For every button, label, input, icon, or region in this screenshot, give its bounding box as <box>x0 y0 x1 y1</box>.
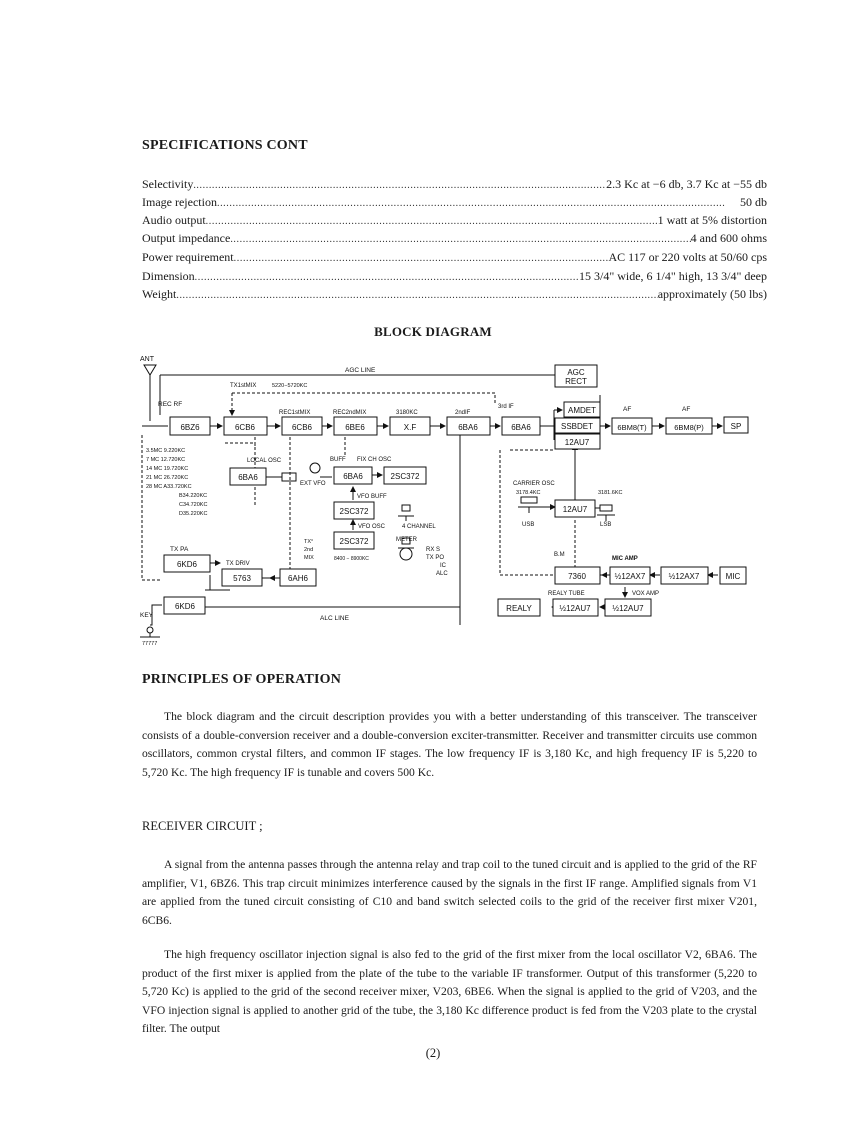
spec-label: Audio output <box>142 213 206 227</box>
svg-text:C34.720KC: C34.720KC <box>179 502 208 508</box>
svg-text:D35.220KC: D35.220KC <box>179 511 208 517</box>
svg-text:AF: AF <box>682 406 691 413</box>
svg-text:28 MC A33.720KC: 28 MC A33.720KC <box>146 484 192 490</box>
svg-text:½12AX7: ½12AX7 <box>614 572 646 581</box>
svg-text:12AU7: 12AU7 <box>562 505 588 514</box>
svg-text:2SC372: 2SC372 <box>390 472 420 481</box>
svg-text:12AU7: 12AU7 <box>564 438 590 447</box>
paragraph-receiver-2: The high frequency oscillator injection signal is also fed to the grid of the first mixer from the local oscillator V2, 6BA6. The product of the first mixer is applied from the plate of the tube to the variable IF transformer. Output of this transformer (5,220 to 5,720 Kc) is applied to the grid of the second receiver mixer, V203, 6BE6. When the signal is applied to the grid of V203, and the VFO injection signal is applied to another grid of the tube, the 3,180 Kc difference product is fed from the V203 plate to the crystal filter. The output <box>142 948 757 1036</box>
svg-text:TX PA: TX PA <box>170 546 189 553</box>
svg-text:SSBDET: SSBDET <box>560 422 594 431</box>
spec-label: Weight <box>142 287 177 301</box>
svg-text:½12AU7: ½12AU7 <box>559 604 591 613</box>
spec-row <box>142 213 767 228</box>
spec-label: Dimension <box>142 269 195 283</box>
spec-label: Power requirement <box>142 250 234 264</box>
spec-row <box>142 231 767 246</box>
spec-label: Image rejection <box>142 195 217 209</box>
svg-text:KEY: KEY <box>140 612 154 619</box>
svg-text:TX PO: TX PO <box>426 555 445 561</box>
spec-value: 15 3/4" wide, 6 1/4" high, 13 3/4" deep <box>578 269 767 283</box>
svg-text:MIX: MIX <box>304 555 314 561</box>
svg-text:6BZ6: 6BZ6 <box>180 423 200 432</box>
spec-value: 2.3 Kc at −6 db, 3.7 Kc at −55 db <box>606 177 767 191</box>
svg-text:TX1stMIX: TX1stMIX <box>230 383 257 389</box>
svg-text:6CB6: 6CB6 <box>234 423 256 432</box>
svg-text:6BA6: 6BA6 <box>343 472 363 481</box>
paragraph-intro: The block diagram and the circuit description provides you with a better understanding of this transceiver. The transceiver consists of a double-conversion receiver and a double-conversion exciter-transmitter. Receiver and transmitter circuits use common oscillators, common crystal filters, and common IF stages. The low frequency IF is 3,180 Kc, and high frequency IF is 5,220 to 5,720 Kc. The high frequency IF is tunable and covers 500 Kc. <box>142 710 757 779</box>
svg-text:TX°: TX° <box>304 539 314 545</box>
svg-text:6CB6: 6CB6 <box>291 423 313 432</box>
svg-text:6KD6: 6KD6 <box>174 602 196 611</box>
svg-text:5763: 5763 <box>233 574 251 583</box>
spec-value: 50 db <box>740 195 767 209</box>
svg-text:ALC LINE: ALC LINE <box>320 615 349 622</box>
svg-text:CARRIER OSC: CARRIER OSC <box>513 481 555 487</box>
svg-text:6BM8(P): 6BM8(P) <box>674 423 704 432</box>
svg-text:MIC: MIC <box>725 572 741 581</box>
svg-text:BUFF: BUFF <box>330 457 346 463</box>
principles-heading: PRINCIPLES OF OPERATION <box>142 672 342 687</box>
svg-text:VOX AMP: VOX AMP <box>632 591 660 597</box>
svg-text:X.F: X.F <box>403 423 417 432</box>
svg-text:2SC372: 2SC372 <box>339 537 369 546</box>
block-diagram-heading: BLOCK DIAGRAM <box>374 324 492 339</box>
svg-text:77777: 77777 <box>142 641 158 647</box>
svg-text:2ndIF: 2ndIF <box>455 410 471 416</box>
svg-text:IC: IC <box>440 563 446 569</box>
svg-text:6BA6: 6BA6 <box>511 423 531 432</box>
receiver-circuit-heading: RECEIVER CIRCUIT ; <box>142 819 263 833</box>
svg-text:LSB: LSB <box>600 522 612 528</box>
svg-text:AGC LINE: AGC LINE <box>345 367 376 374</box>
block-diagram <box>0 345 866 655</box>
spec-value: AC 117 or 220 volts at 50/60 cps <box>608 250 767 264</box>
svg-text:6BE6: 6BE6 <box>345 423 365 432</box>
svg-text:½12AU7: ½12AU7 <box>612 604 644 613</box>
svg-text:METER: METER <box>396 537 417 543</box>
svg-text:5220−5720KC: 5220−5720KC <box>272 383 308 389</box>
page-number: (2) <box>425 1046 441 1060</box>
svg-text:3178.4KC: 3178.4KC <box>516 490 541 496</box>
svg-text:8400 − 8900KC: 8400 − 8900KC <box>334 556 369 562</box>
ext-vfo-icon <box>310 463 320 473</box>
spec-row <box>142 250 767 265</box>
svg-text:RECT: RECT <box>565 377 587 386</box>
svg-text:6BA6: 6BA6 <box>458 423 478 432</box>
svg-text:REC2ndMIX: REC2ndMIX <box>333 410 367 416</box>
svg-text:6BA6: 6BA6 <box>238 473 258 482</box>
svg-text:2nd: 2nd <box>304 547 314 553</box>
spec-value: approximately (50 lbs) <box>657 287 767 301</box>
spec-label: Selectivity <box>142 177 194 191</box>
svg-text:7360: 7360 <box>568 572 586 581</box>
svg-text:B34.220KC: B34.220KC <box>179 493 208 499</box>
svg-text:TX DRIV: TX DRIV <box>226 561 250 567</box>
svg-text:B.M: B.M <box>554 552 565 558</box>
spec-row <box>142 269 767 284</box>
svg-text:6KD6: 6KD6 <box>176 560 198 569</box>
spec-value: 1 watt at 5% distortion <box>657 213 767 227</box>
svg-text:REC RF: REC RF <box>158 401 183 408</box>
svg-text:FIX CH OSC: FIX CH OSC <box>357 457 392 463</box>
svg-text:2SC372: 2SC372 <box>339 507 369 516</box>
svg-text:LOCAL OSC: LOCAL OSC <box>247 458 282 464</box>
svg-text:AF: AF <box>623 406 632 413</box>
svg-text:ALC: ALC <box>436 571 448 577</box>
svg-text:3180KC: 3180KC <box>396 410 418 416</box>
svg-text:MIC AMP: MIC AMP <box>612 556 638 562</box>
svg-text:REALY TUBE: REALY TUBE <box>548 591 585 597</box>
svg-text:14 MC 19.720KC: 14 MC 19.720KC <box>146 466 189 472</box>
svg-text:VFO BUFF: VFO BUFF <box>357 494 387 500</box>
svg-text:21 MC 26.720KC: 21 MC 26.720KC <box>146 475 189 481</box>
svg-text:3181.6KC: 3181.6KC <box>598 490 623 496</box>
svg-text:USB: USB <box>522 522 535 528</box>
svg-text:3.5MC 9.220KC: 3.5MC 9.220KC <box>146 448 186 454</box>
svg-text:6AH6: 6AH6 <box>287 574 309 583</box>
antenna-icon <box>144 365 156 375</box>
svg-text:AMDET: AMDET <box>568 406 596 415</box>
paragraph-receiver-1: A signal from the antenna passes through the antenna relay and trap coil to the tuned circuit and is applied to the grid of the RF amplifier, V1, 6BZ6. This trap circuit minimizes interference caused by the signals in the first IF range. Amplified signals from V1 are applied from the tuned circuit consisting of C10 and band switch selected coils to the grid of the receiver first mixer V201, 6CB6. <box>142 858 757 927</box>
svg-text:RX S: RX S <box>426 547 441 553</box>
svg-text:6BM8(T): 6BM8(T) <box>617 423 647 432</box>
specs-heading: SPECIFICATIONS CONT <box>142 138 308 153</box>
spec-value: 4 and 600 ohms <box>690 231 767 245</box>
spec-row <box>142 177 767 192</box>
svg-text:VFO OSC: VFO OSC <box>358 524 386 530</box>
svg-text:AGC: AGC <box>567 368 585 377</box>
svg-text:REC1stMIX: REC1stMIX <box>279 410 311 416</box>
svg-text:EXT VFO: EXT VFO <box>300 481 326 487</box>
spec-row <box>142 287 767 302</box>
spec-label: Output impedance <box>142 231 231 245</box>
svg-text:½12AX7: ½12AX7 <box>668 572 700 581</box>
spec-row <box>142 195 767 210</box>
meter-icon <box>400 548 412 560</box>
svg-text:3rd IF: 3rd IF <box>498 404 514 410</box>
svg-text:4 CHANNEL: 4 CHANNEL <box>402 524 436 530</box>
svg-text:ANT: ANT <box>140 356 154 363</box>
svg-text:7 MC 12.720KC: 7 MC 12.720KC <box>146 457 186 463</box>
svg-text:REALY: REALY <box>506 604 532 613</box>
svg-text:SP: SP <box>730 422 742 431</box>
